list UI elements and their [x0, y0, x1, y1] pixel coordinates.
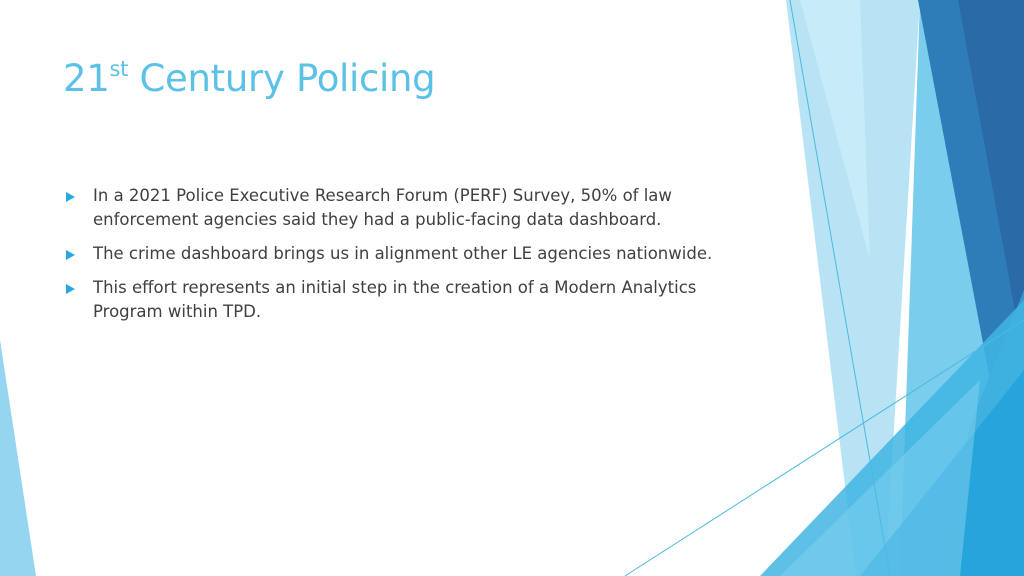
bullet-item [66, 242, 746, 266]
bullet-list [66, 184, 746, 334]
page-title [63, 55, 435, 108]
bullet-text: This effort represents an initial step in the creation of a Modern Analytics Program within TPD. [93, 278, 697, 321]
bullet-item [66, 184, 746, 232]
title-superscript: st [109, 57, 129, 81]
title-text: Century Policing [128, 57, 436, 100]
bullet-text: The crime dashboard brings us in alignment other LE agencies nationwide. [93, 244, 713, 263]
triangle-right-icon [66, 192, 75, 202]
title-number: 21 [63, 57, 110, 100]
triangle-right-icon [66, 284, 75, 294]
bullet-text: In a 2021 Police Executive Research Forum (PERF) Survey, 50% of law enforcement agencies said they had a public-facing data dashboard. [93, 186, 672, 229]
bullet-item [66, 276, 746, 324]
triangle-right-icon [66, 250, 75, 260]
